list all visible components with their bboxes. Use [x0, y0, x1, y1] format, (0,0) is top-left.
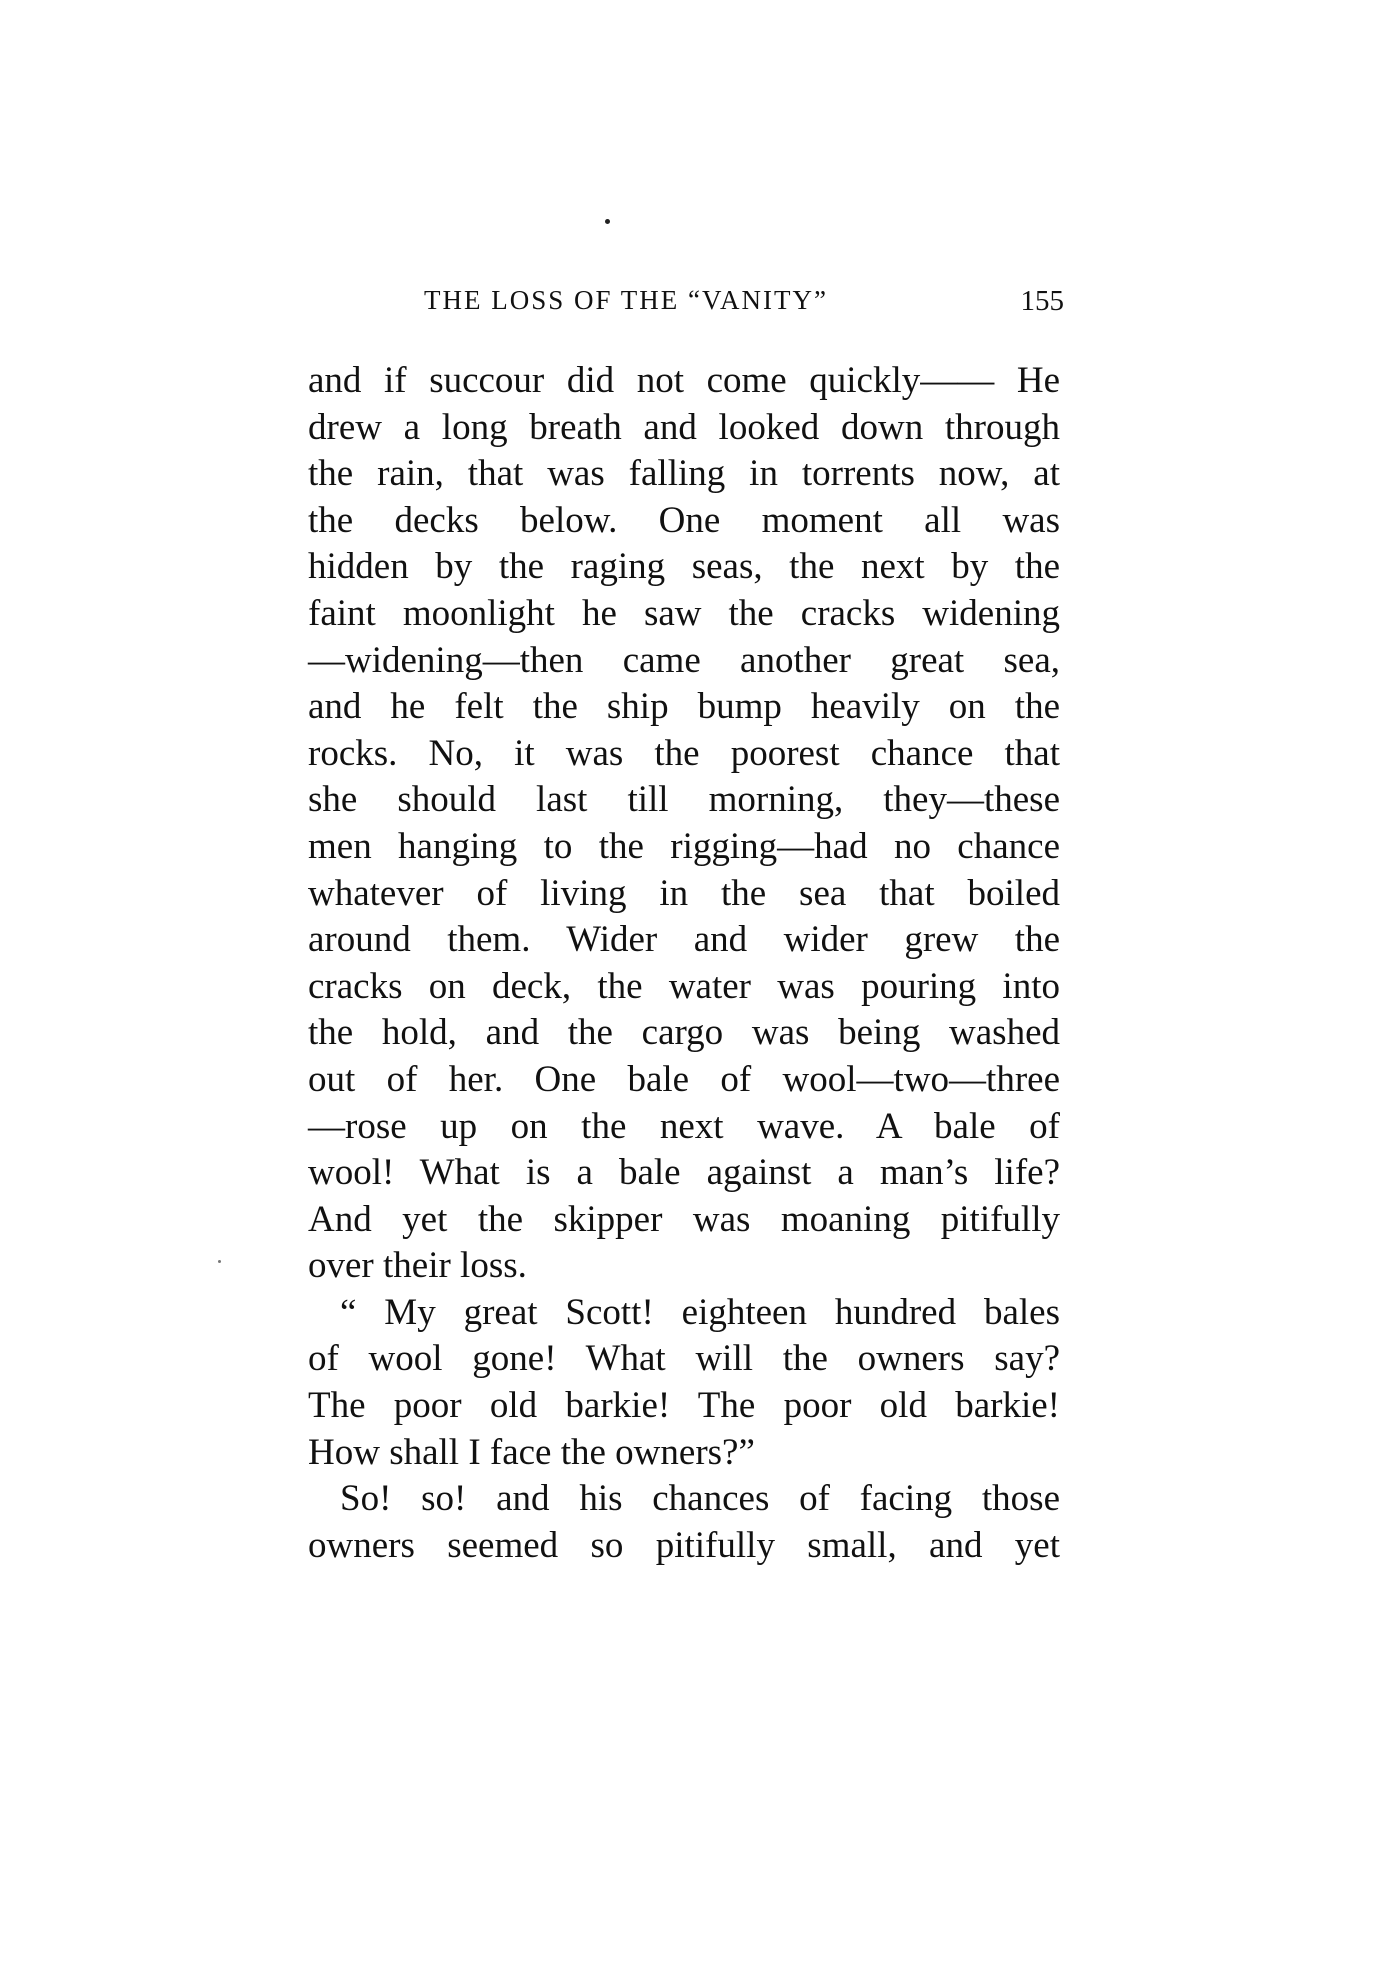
text-line: out of her. One bale of wool—two—three: [308, 1058, 1060, 1100]
text-line: over their loss.: [308, 1245, 527, 1287]
text-line: the decks below. One moment all was: [308, 499, 1060, 541]
text-line: wool! What is a bale against a man’s life?: [308, 1152, 1060, 1194]
text-line: faint moonlight he saw the cracks widening: [308, 592, 1060, 634]
text-line: men hanging to the rigging—had no chance: [308, 825, 1060, 867]
text-line: The poor old barkie! The poor old barkie!: [308, 1385, 1060, 1427]
text-line: whatever of living in the sea that boiled: [308, 872, 1060, 914]
print-speck: [218, 1260, 221, 1263]
text-line: drew a long breath and looked down through: [308, 406, 1060, 448]
running-head: [424, 285, 1064, 325]
text-line: —widening—then came another great sea,: [308, 639, 1060, 681]
text-line: And yet the skipper was moaning pitifully: [308, 1198, 1060, 1240]
body-text: [308, 358, 1060, 1569]
text-line: cracks on deck, the water was pouring into: [308, 965, 1060, 1007]
text-line: and if succour did not come quickly—— He: [308, 360, 1060, 401]
print-speck: [605, 219, 610, 224]
text-line: owners seemed so pitifully small, and yet: [308, 1524, 1060, 1566]
text-line: How shall I face the owners?”: [308, 1431, 755, 1473]
text-line: —rose up on the next wave. A bale of: [308, 1105, 1060, 1147]
text-line: “ My great Scott! eighteen hundred bales: [340, 1291, 1060, 1333]
text-line: So! so! and his chances of facing those: [340, 1478, 1060, 1520]
text-line: she should last till morning, they—these: [308, 779, 1060, 821]
page-number: 155: [1020, 285, 1064, 317]
text-line: the hold, and the cargo was being washed: [308, 1012, 1060, 1054]
text-line: hidden by the raging seas, the next by the: [308, 546, 1060, 588]
text-line: the rain, that was falling in torrents now, at: [308, 453, 1060, 495]
running-title: THE LOSS OF THE “VANITY”: [424, 285, 828, 315]
text-line: rocks. No, it was the poorest chance that: [308, 732, 1060, 774]
text-line: and he felt the ship bump heavily on the: [308, 686, 1060, 728]
text-line: around them. Wider and wider grew the: [308, 919, 1060, 961]
text-line: of wool gone! What will the owners say?: [308, 1338, 1060, 1380]
